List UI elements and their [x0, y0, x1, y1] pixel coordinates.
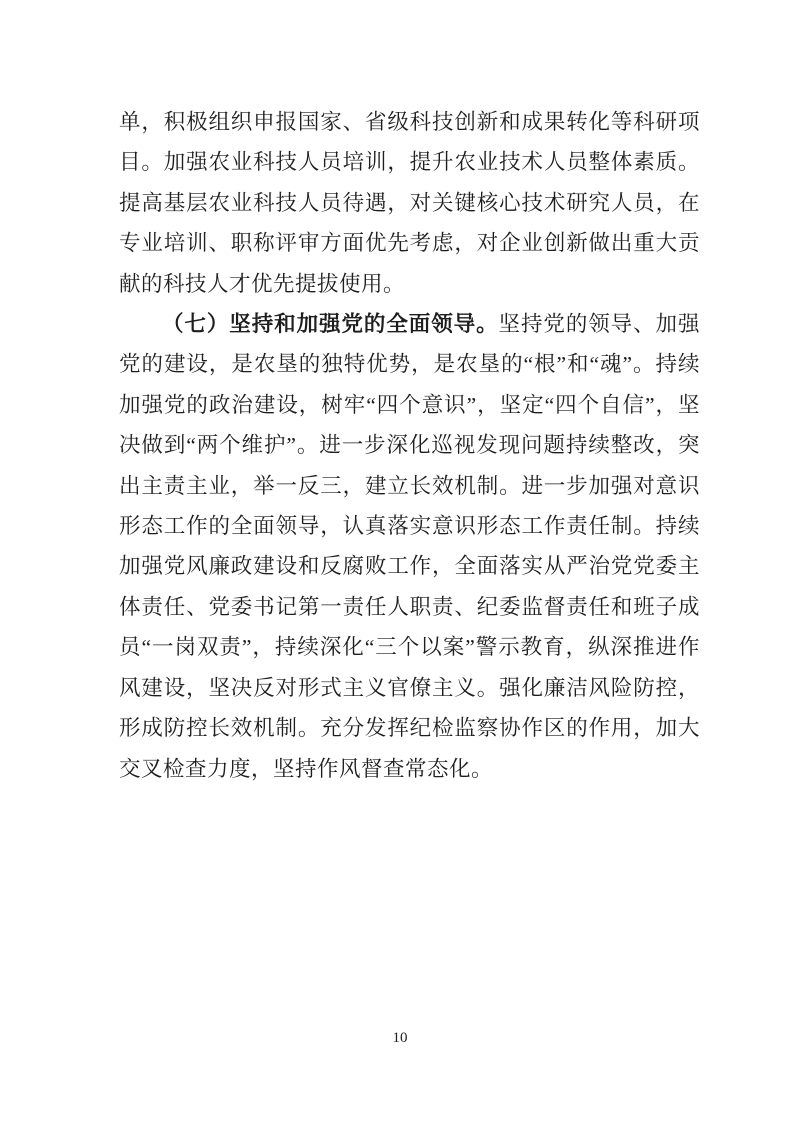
paragraph-continuation [119, 102, 700, 304]
paragraph-text: 坚持党的领导、加强党的建设，是农垦的独特优势，是农垦的“根”和“魂”。持续加强党的政治建设，树牢“四个意识”，坚定“四个自信”，坚决做到“两个维护”。进一步深化巡视发现问题持续整改，突出主责主业，举一反三，建立长效机制。进一步加强对意识形态工作的全面领导，认真落实意识形态工作责任制。持续加强党风廉政建设和反腐败工作，全面落实从严治党党委主体责任、党委书记第一责任人职责、纪委监督责任和班子成员“一岗双责”，持续深化“三个以案”警示教育，纵深推进作风建设，坚决反对形式主义官僚主义。强化廉洁风险防控，形成防控长效机制。充分发挥纪检监察协作区的作用，加大交叉检查力度，坚持作风督查常态化。 [119, 312, 700, 781]
section-heading: （七）坚持和加强党的全面领导。 [162, 312, 499, 337]
document-body [119, 102, 700, 789]
paragraph-text: 单，积极组织申报国家、省级科技创新和成果转化等科研项目。加强农业科技人员培训，提升农业技术人员整体素质。提高基层农业科技人员待遇，对关键核心技术研究人员，在专业培训、职称评审方面优先考虑，对企业创新做出重大贡献的科技人才优先提拔使用。 [119, 110, 700, 296]
page-number: 10 [392, 1030, 408, 1046]
paragraph-section-7 [119, 304, 700, 789]
